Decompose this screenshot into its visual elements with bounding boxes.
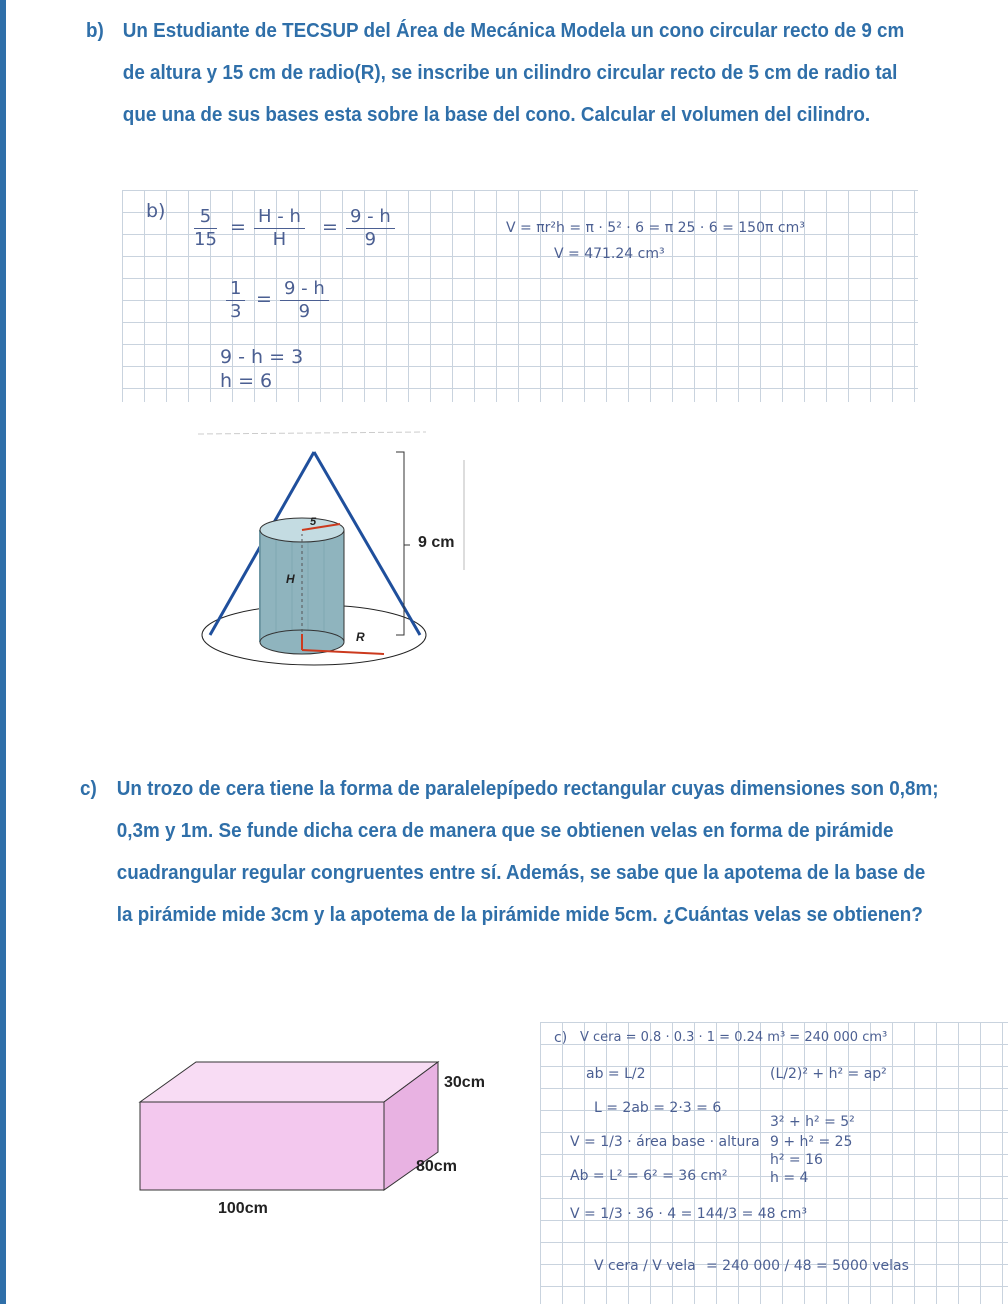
equals-sign: = (322, 216, 338, 238)
problem-c-letter: c) (80, 777, 97, 800)
solution-b-line-3: 9 - h = 3 (220, 346, 304, 368)
equals-sign: = (256, 288, 272, 310)
problem-b-letter: b) (86, 19, 104, 42)
small-radius-label: 5 (310, 516, 317, 528)
solution-b-label: b) (146, 200, 166, 222)
solution-b-grid (122, 190, 918, 402)
solution-b-volume-1: V = πr²h = π · 5² · 6 = π 25 · 6 = 150π cm³ (506, 220, 805, 236)
solution-c-line-3: L = 2ab = 2·3 = 6 (594, 1100, 722, 1116)
solution-b-fraction-3: $\frac{9 - h}{9}$ (346, 206, 395, 251)
solution-c-line-2b: (L/2)² + h² = ap² (770, 1066, 887, 1082)
cone-cylinder-figure (196, 430, 496, 690)
solution-c-grid (540, 1022, 1008, 1304)
box-front-face (140, 1102, 384, 1190)
cone-height-label: 9 cm (418, 534, 455, 551)
solution-b-fraction-4: $\frac{1}{3}$ (226, 278, 245, 323)
wax-box-drawing (100, 1040, 520, 1230)
problem-b-text: Un Estudiante de TECSUP del Área de Mecánica Modela un cono circular recto de 9 cm de altura y 15 cm de radio(R), se inscribe un cilindro circular recto de 5 cm de radio tal que una de sus bases esta sobre la base del cono. Calcular el volumen del cilindro. (122, 19, 905, 126)
solution-c-line-4: V = 1/3 · área base · altura (570, 1134, 760, 1150)
left-margin-rule (0, 0, 6, 1304)
solution-c-line-6: Ab = L² = 6² = 36 cm² (570, 1168, 728, 1184)
solution-c-line-6b: h = 4 (770, 1170, 809, 1186)
solution-c-line-3b: 3² + h² = 5² (770, 1114, 855, 1130)
solution-c-line-4b: 9 + h² = 25 (770, 1134, 853, 1150)
solution-b-volume-2: V = 471.24 cm³ (554, 246, 665, 262)
solution-c-line-7: V = 1/3 · 36 · 4 = 144/3 = 48 cm³ (570, 1206, 807, 1222)
problem-c-statement (80, 768, 940, 936)
problem-b-statement (86, 10, 923, 136)
solution-b-line-4: h = 6 (220, 370, 273, 392)
cone-cylinder-drawing (196, 430, 496, 690)
equals-sign: = (230, 216, 246, 238)
box-width-label: 100cm (218, 1200, 268, 1217)
solution-c-line-5b: h² = 16 (770, 1152, 823, 1168)
solution-c-line-1: V cera = 0.8 · 0.3 · 1 = 0.24 m³ = 240 000 cm³ (580, 1030, 888, 1045)
wax-box-figure (100, 1040, 520, 1230)
solution-b-fraction-1: $\frac{5}{15}$ (194, 206, 217, 250)
solution-b-fraction-2: $\frac{H - h}{H}$ (254, 206, 305, 251)
solution-c-line-8b: = 240 000 / 48 = 5000 velas (706, 1258, 909, 1274)
problem-c-text: Un trozo de cera tiene la forma de paralelepípedo rectangular cuyas dimensiones son 0,8m; 0,3m y 1m. Se funde dicha cera de manera que se obtienen velas en forma de pirámide cuadrangular regular congruentes entre sí. Además, se sabe que la apotema de la base de la pirámide mide 3cm y la apotema de la pirámide mide 5cm. ¿Cuántas velas se obtienen? (116, 777, 939, 926)
cylinder-height-label: H (286, 572, 295, 586)
solution-c-label: c) (554, 1030, 568, 1046)
box-depth-label: 30cm (444, 1074, 485, 1091)
box-height-label: 80cm (416, 1158, 457, 1175)
solution-b-fraction-5: $\frac{9 - h}{9}$ (280, 278, 329, 323)
large-radius-label: R (356, 630, 365, 644)
solution-c-line-2a: ab = L/2 (586, 1066, 646, 1082)
solution-c-line-8a: V cera / V vela (594, 1258, 696, 1274)
